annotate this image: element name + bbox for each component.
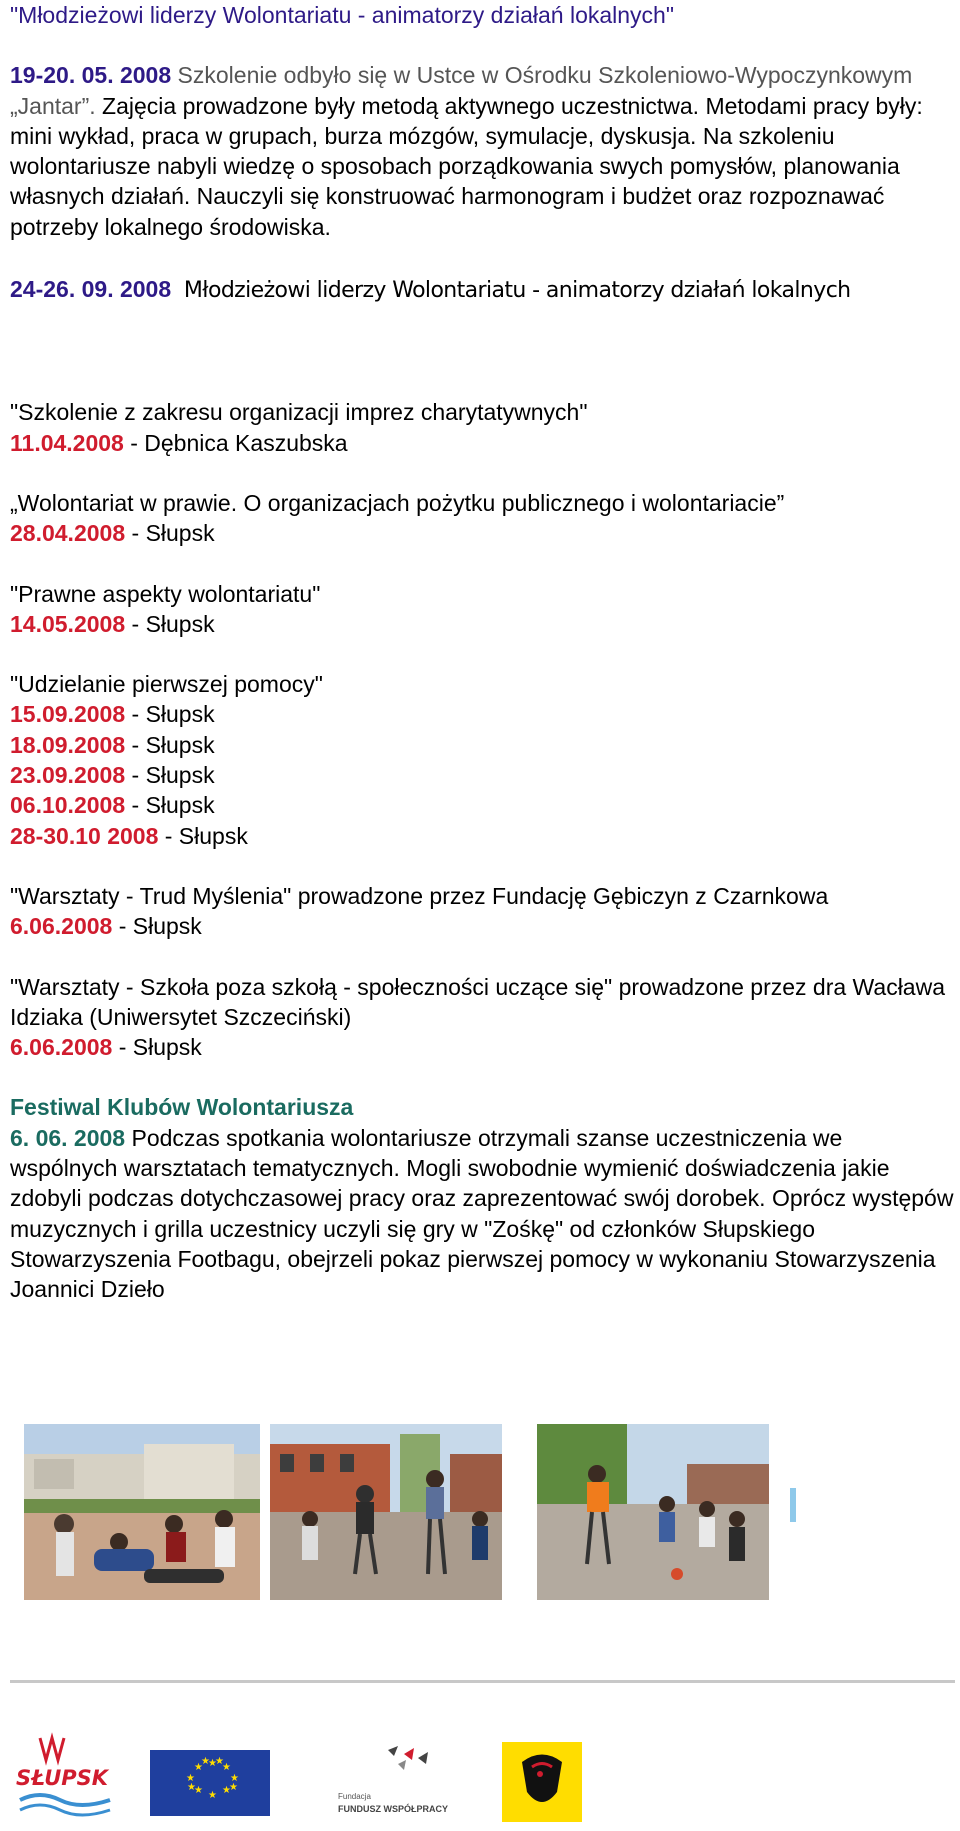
training-entry <box>10 790 955 820</box>
training-place: - Słupsk <box>125 520 215 547</box>
training-date: 23.09.2008 <box>10 762 126 789</box>
svg-text:★: ★ <box>208 1758 217 1769</box>
training-entry <box>10 730 955 760</box>
training-entry <box>10 911 955 941</box>
photo-gallery <box>24 1424 960 1600</box>
svg-text:★: ★ <box>222 1785 231 1796</box>
training-title: "Prawne aspekty wolontariatu" <box>10 580 321 607</box>
event-1-intro: Szkolenie odbyło się w Ustce w Ośrodku Szkoleniowo-Wypoczynkowym „Jantar”. <box>10 62 913 119</box>
svg-text:★: ★ <box>187 1782 196 1793</box>
training-item <box>10 488 955 549</box>
eu-flag-logo <box>150 1750 270 1816</box>
event-1-date: 19-20. 05. 2008 <box>10 62 172 89</box>
training-entry <box>10 1032 955 1062</box>
training-date: 18.09.2008 <box>10 731 126 758</box>
festival-body <box>10 1123 955 1305</box>
training-title: "Udzielanie pierwszej pomocy" <box>10 671 323 698</box>
svg-text:★: ★ <box>186 1773 195 1784</box>
training-date: 28.04.2008 <box>10 520 126 547</box>
svg-text:★: ★ <box>229 1782 238 1793</box>
training-place: - Dębnica Kaszubska <box>123 429 348 456</box>
training-date: 14.05.2008 <box>10 610 126 637</box>
svg-text:★: ★ <box>201 1756 210 1767</box>
fundusz-line1: Fundacja <box>338 1792 371 1801</box>
photo-footbag <box>537 1424 769 1600</box>
festival-section <box>10 1092 955 1304</box>
training-date: 06.10.2008 <box>10 792 126 819</box>
svg-text:★: ★ <box>215 1756 224 1767</box>
svg-text:★: ★ <box>194 1785 203 1796</box>
training-item <box>10 397 955 458</box>
training-place: - Słupsk <box>125 610 215 637</box>
training-place: - Słupsk <box>125 792 215 819</box>
training-entry <box>10 428 955 458</box>
training-item <box>10 669 955 851</box>
training-date: 6.06.2008 <box>10 913 113 940</box>
accent-bar <box>790 1488 796 1522</box>
training-title: "Szkolenie z zakresu organizacji imprez charytatywnych" <box>10 399 588 426</box>
slupsk-logo <box>10 1730 120 1826</box>
fundusz-wspolpracy-logo <box>328 1740 478 1820</box>
event-1 <box>10 60 955 242</box>
photo-first-aid <box>24 1424 260 1600</box>
fundusz-line2: FUNDUSZ WSPÓŁPRACY <box>338 1804 448 1814</box>
training-item <box>10 579 955 640</box>
training-list <box>10 397 955 1062</box>
training-date: 11.04.2008 <box>10 429 124 456</box>
photo-stilts <box>270 1424 502 1600</box>
training-place: - Słupsk <box>158 822 248 849</box>
svg-text:★: ★ <box>194 1762 203 1773</box>
training-date: 15.09.2008 <box>10 701 126 728</box>
training-place: - Słupsk <box>125 701 215 728</box>
svg-text:★: ★ <box>222 1762 231 1773</box>
svg-text:★: ★ <box>208 1790 217 1801</box>
event-2 <box>10 274 955 306</box>
training-place: - Słupsk <box>125 731 215 758</box>
training-entry <box>10 821 955 851</box>
training-entry <box>10 760 955 790</box>
training-place: - Słupsk <box>125 762 215 789</box>
sponsor-logos <box>10 1730 950 1826</box>
festival-text: Podczas spotkania wolontariusze otrzymali szanse uczestniczenia we wspólnych warsztatach tematycznych. Mogli swobodnie wymienić doświadczenia jakie zdobyli podczas dotychczasowej pracy oraz zaprezentować swój dorobek. Oprócz występów muzycznych i grilla uczestnicy uczyli się gry w "Zośkę" od członków Słupskiego Stowarzyszenia Footbagu, obejrzeli pokaz pierwszej pomocy w wykonaniu Stowarzyszenia Joannici Dzieło <box>10 1124 954 1303</box>
divider <box>10 1680 955 1683</box>
event-1-body: Zajęcia prowadzone były metodą aktywnego uczestnictwa. Metodami pracy były: mini wykład, praca w grupach, burza mózgów, symulacje, dyskusja. Na szkoleniu wolontariusze nabyli wiedzę o sposobach porządkowania swych pomysłów, planowania własnych działań. Nauczyli się konstruować harmonogram i budżet oraz rozpoznawać potrzeby lokalnego środowiska. <box>10 92 923 240</box>
training-item <box>10 881 955 942</box>
training-place: - Słupsk <box>112 1034 202 1061</box>
pomorskie-coat-of-arms <box>502 1742 582 1822</box>
article <box>10 0 955 1305</box>
event-2-date: 24-26. 09. 2008 <box>10 276 172 303</box>
festival-date: 6. 06. 2008 <box>10 1124 126 1151</box>
training-entry <box>10 609 955 639</box>
training-title: "Warsztaty - Szkoła poza szkołą - społeczności uczące się" prowadzone przez dra Wacława Idziaka (Uniwersytet Szczeciński) <box>10 973 946 1030</box>
svg-text:★: ★ <box>230 1773 239 1784</box>
training-entry <box>10 518 955 548</box>
slupsk-logo-text: SŁUPSK <box>16 1766 109 1790</box>
training-title: "Warsztaty - Trud Myślenia" prowadzone przez Fundację Gębiczyn z Czarnkowa <box>10 882 829 909</box>
top-heading: "Młodzieżowi liderzy Wolontariatu - animatorzy działań lokalnych" <box>10 2 675 28</box>
training-entry <box>10 699 955 729</box>
festival-heading: Festiwal Klubów Wolontariusza <box>10 1094 354 1121</box>
training-place: - Słupsk <box>112 913 202 940</box>
training-item <box>10 972 955 1063</box>
training-title: „Wolontariat w prawie. O organizacjach pożytku publicznego i wolontariacie” <box>10 489 785 516</box>
event-2-title: Młodzieżowi liderzy Wolontariatu - animatorzy działań lokalnych <box>183 278 851 304</box>
training-date: 28-30.10 2008 <box>10 822 159 849</box>
training-date: 6.06.2008 <box>10 1034 113 1061</box>
